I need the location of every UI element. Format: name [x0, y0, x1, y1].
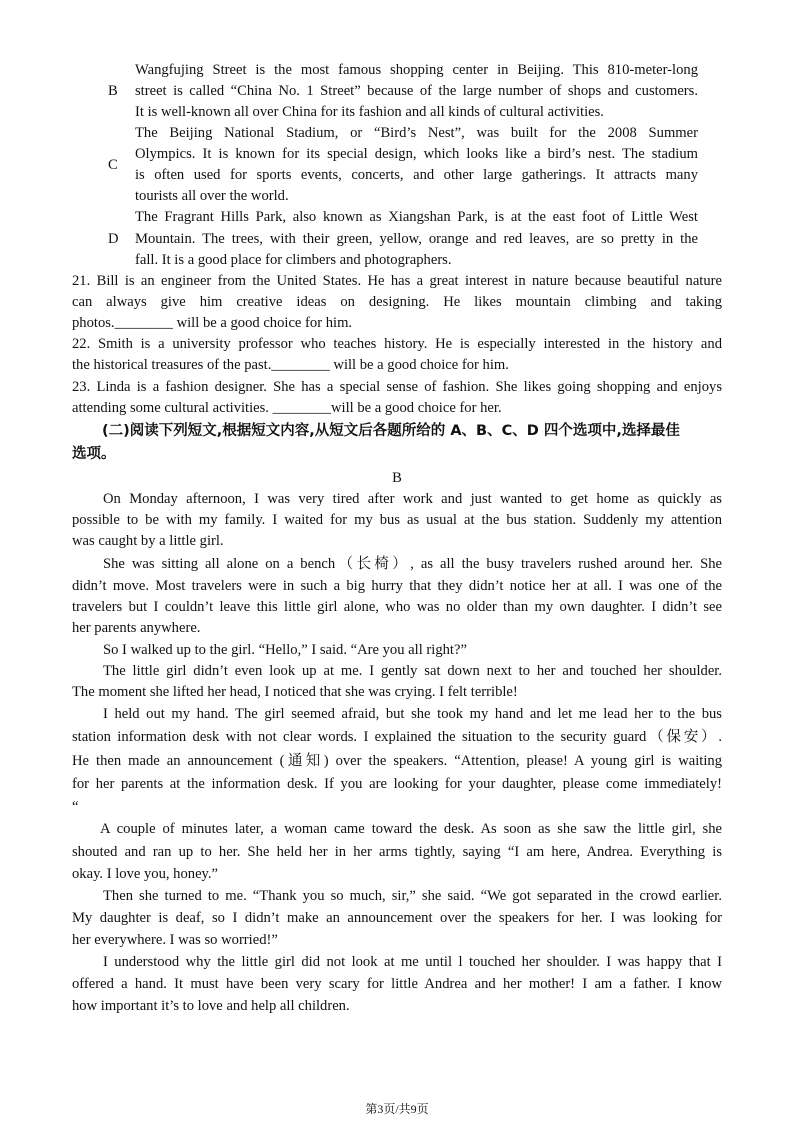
option-c-line: Olympics. It is known for its special design, which looks like a bird’s nest. The stadium: [135, 146, 698, 162]
passage-line: I held out my hand. The girl seemed afraid, but she took my hand and let me lead her to the bus: [103, 706, 722, 722]
section-instruction: (二)阅读下列短文,根据短文内容,从短文后各题所给的 A、B、C、D 四个选项中,选择最佳: [102, 423, 680, 439]
passage-line: Then she turned to me. “Thank you so much, sir,” she said. “We got separated in the crowd earlier.: [103, 888, 722, 904]
question-21-line: 21. Bill is an engineer from the United States. He has a great interest in nature because beautiful nature: [72, 273, 722, 289]
option-letter-c: C: [108, 157, 118, 173]
option-d-line: The Fragrant Hills Park, also known as Xiangshan Park, is at the east foot of Little West: [135, 209, 698, 225]
passage-label: B: [392, 470, 402, 486]
question-23-line: 23. Linda is a fashion designer. She has a special sense of fashion. She likes going shopping and enjoys: [72, 379, 722, 395]
question-22-line: 22. Smith is a university professor who teaches history. He is especially interested in the history and: [72, 336, 722, 352]
option-b-line: street is called “China No. 1 Street” because of the large number of shops and customers.: [135, 83, 698, 99]
passage-line: shouted and ran up to her. She held her in her arms tightly, saying “I am here, Andrea. Everything is: [72, 844, 722, 860]
passage-line: okay. I love you, honey.”: [72, 866, 219, 882]
passage-line: She was sitting all alone on a bench（长椅）, as all the busy travelers rushed around her. She: [103, 556, 722, 572]
passage-line: “: [72, 799, 79, 815]
passage-line: didn’t move. Most travelers were in such a big hurry that they didn’t notice her at all. I was one of the: [72, 578, 722, 594]
option-b-line: It is well-known all over China for its fashion and all kinds of cultural activities.: [135, 104, 604, 120]
question-23-line: attending some cultural activities. ________will be a good choice for her.: [72, 400, 502, 416]
passage-line: My daughter is deaf, so I didn’t make an announcement over the speakers for her. I was looking for: [72, 910, 722, 926]
passage-line: for her parents at the information desk. If you are looking for your daughter, please come immediately!: [72, 776, 722, 792]
option-letter-d: D: [108, 231, 119, 247]
passage-line: The moment she lifted her head, I noticed that she was crying. I felt terrible!: [72, 684, 518, 700]
page-number: 第3页/共9页: [365, 1102, 429, 1116]
passage-line: On Monday afternoon, I was very tired after work and just wanted to get home as quickly as: [103, 491, 722, 507]
passage-line: travelers but I couldn’t leave this little girl alone, who was no older than my own daughter. I didn’t see: [72, 599, 722, 615]
passage-line: how important it’s to love and help all children.: [72, 998, 350, 1014]
passage-line: I understood why the little girl did not look at me until l touched her shoulder. I was happy that I: [103, 954, 722, 970]
passage-line: The little girl didn’t even look up at me. I gently sat down next to her and touched her shoulder.: [103, 663, 722, 679]
section-instruction: 选项。: [72, 446, 116, 462]
passage-line: offered a hand. It must have been very scary for little Andrea and her mother! I am a father. I know: [72, 976, 722, 992]
option-c-line: tourists all over the world.: [135, 188, 289, 204]
option-b-line: Wangfujing Street is the most famous shopping center in Beijing. This 810-meter-long: [135, 62, 698, 78]
passage-line: A couple of minutes later, a woman came toward the desk. As soon as she saw the little girl, she: [100, 821, 722, 837]
passage-line: was caught by a little girl.: [72, 533, 224, 549]
passage-line: her everywhere. I was so worried!”: [72, 932, 278, 948]
passage-line: He then made an announcement (通知) over the speakers. “Attention, please! A young girl is waiting: [72, 753, 722, 769]
question-21-line: can always give him creative ideas on designing. He likes mountain climbing and taking: [72, 294, 722, 310]
question-22-line: the historical treasures of the past.________ will be a good choice for him.: [72, 357, 509, 373]
passage-line: possible to be with my family. I waited for my bus as usual at the bus station. Suddenly my attention: [72, 512, 722, 528]
option-c-line: The Beijing National Stadium, or “Bird’s Nest”, was built for the 2008 Summer: [135, 125, 698, 141]
option-c-line: is often used for sports events, concerts, and other large gatherings. It attracts many: [135, 167, 698, 183]
option-letter-b: B: [108, 83, 118, 99]
passage-line: So I walked up to the girl. “Hello,” I said. “Are you all right?”: [103, 642, 467, 658]
question-21-line: photos.________ will be a good choice for him.: [72, 315, 353, 331]
option-d-line: fall. It is a good place for climbers and photographers.: [135, 252, 452, 268]
passage-line: her parents anywhere.: [72, 620, 201, 636]
passage-line: station information desk with not clear words. I explained the situation to the security guard（保安）.: [72, 729, 722, 745]
option-d-line: Mountain. The trees, with their green, yellow, orange and red leaves, are so pretty in the: [135, 231, 698, 247]
